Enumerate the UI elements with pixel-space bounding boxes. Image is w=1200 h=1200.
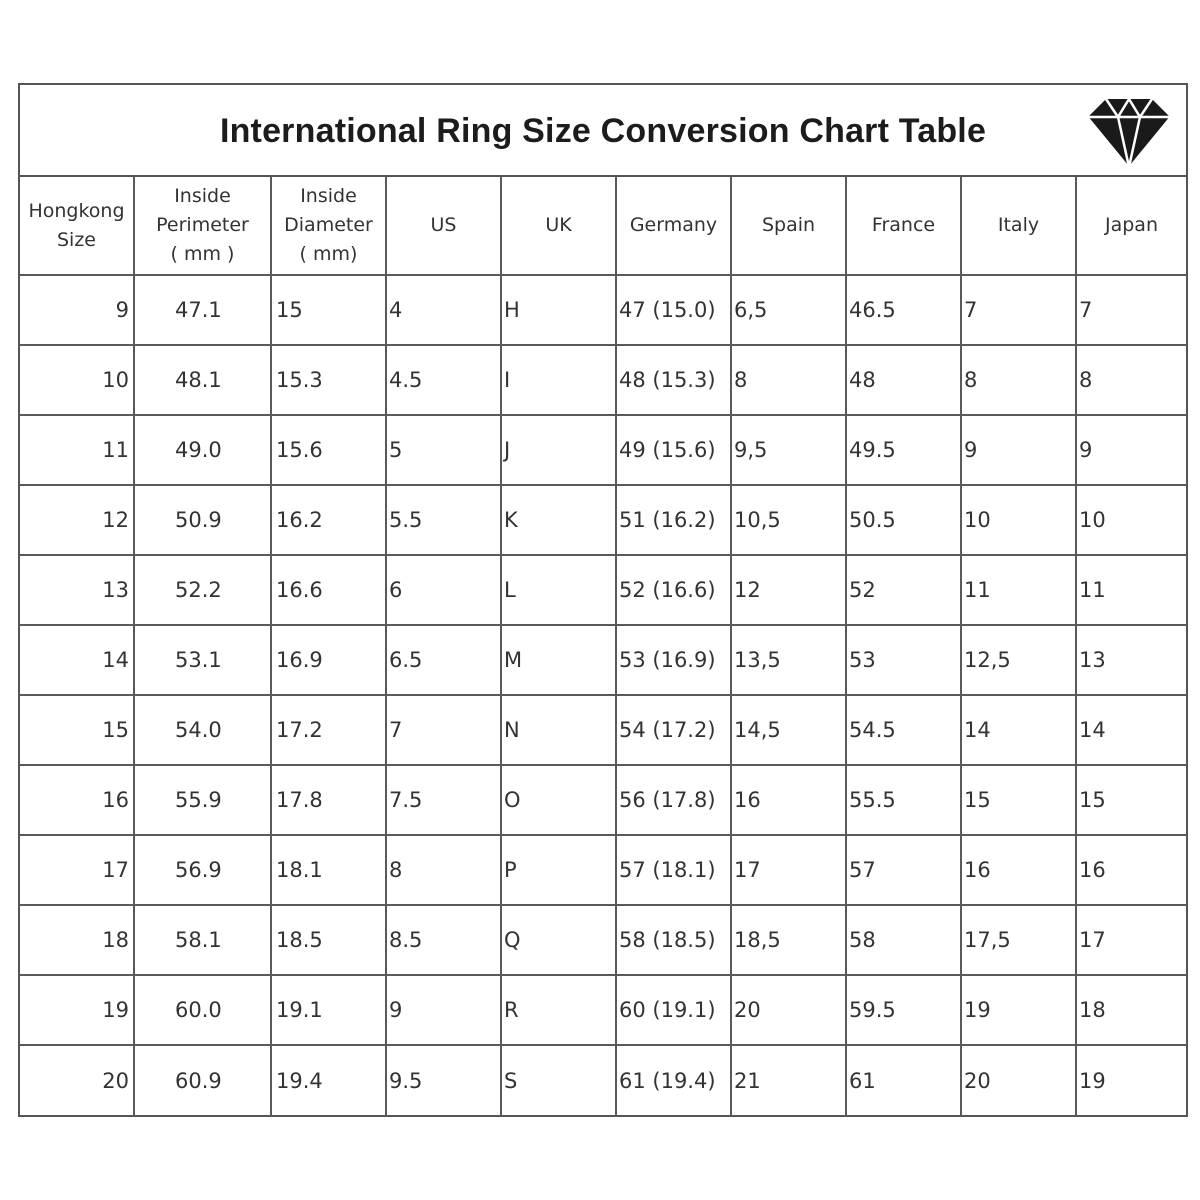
- cell-italy: 11: [961, 555, 1076, 625]
- cell-spain: 9,5: [731, 415, 846, 485]
- cell-diameter: 19.1: [271, 975, 386, 1045]
- cell-uk: N: [501, 695, 616, 765]
- cell-us: 5.5: [386, 485, 501, 555]
- cell-uk: P: [501, 835, 616, 905]
- cell-diameter: 15.3: [271, 345, 386, 415]
- cell-perimeter: 60.9: [134, 1045, 271, 1115]
- table-row: [20, 345, 1186, 415]
- cell-us: 4: [386, 275, 501, 345]
- bottom-margin: [0, 1122, 1200, 1200]
- cell-germany: 58 (18.5): [616, 905, 731, 975]
- cell-diameter: 17.8: [271, 765, 386, 835]
- cell-spain: 21: [731, 1045, 846, 1115]
- cell-perimeter: 48.1: [134, 345, 271, 415]
- cell-perimeter: 53.1: [134, 625, 271, 695]
- ring-size-table: [20, 177, 1186, 1115]
- cell-hk: 18: [20, 905, 134, 975]
- cell-japan: 16: [1076, 835, 1186, 905]
- cell-perimeter: 47.1: [134, 275, 271, 345]
- cell-germany: 47 (15.0): [616, 275, 731, 345]
- cell-hk: 20: [20, 1045, 134, 1115]
- cell-italy: 9: [961, 415, 1076, 485]
- cell-hk: 19: [20, 975, 134, 1045]
- cell-us: 7: [386, 695, 501, 765]
- col-header-us: US: [386, 177, 501, 275]
- cell-japan: 11: [1076, 555, 1186, 625]
- table-row: [20, 695, 1186, 765]
- table-row: [20, 485, 1186, 555]
- cell-spain: 16: [731, 765, 846, 835]
- cell-perimeter: 50.9: [134, 485, 271, 555]
- cell-us: 8.5: [386, 905, 501, 975]
- cell-uk: S: [501, 1045, 616, 1115]
- header-line: ( mm ): [170, 243, 235, 265]
- cell-france: 50.5: [846, 485, 961, 555]
- cell-japan: 19: [1076, 1045, 1186, 1115]
- cell-us: 8: [386, 835, 501, 905]
- cell-italy: 16: [961, 835, 1076, 905]
- header-line: Hongkong: [28, 199, 125, 222]
- cell-diameter: 17.2: [271, 695, 386, 765]
- cell-italy: 8: [961, 345, 1076, 415]
- header-line: Perimeter: [156, 214, 249, 236]
- cell-hk: 12: [20, 485, 134, 555]
- table-row: [20, 905, 1186, 975]
- cell-germany: 49 (15.6): [616, 415, 731, 485]
- header-line: Diameter: [284, 214, 373, 236]
- col-header-germany: Germany: [616, 177, 731, 275]
- cell-japan: 7: [1076, 275, 1186, 345]
- cell-uk: Q: [501, 905, 616, 975]
- table-row: [20, 765, 1186, 835]
- cell-italy: 7: [961, 275, 1076, 345]
- col-header-japan: Japan: [1076, 177, 1186, 275]
- header-line: ( mm): [299, 243, 358, 265]
- cell-hk: 10: [20, 345, 134, 415]
- cell-france: 46.5: [846, 275, 961, 345]
- cell-spain: 13,5: [731, 625, 846, 695]
- cell-germany: 53 (16.9): [616, 625, 731, 695]
- table-row: [20, 1045, 1186, 1115]
- col-header-inside-diameter: [271, 177, 386, 275]
- cell-spain: 20: [731, 975, 846, 1045]
- cell-hk: 11: [20, 415, 134, 485]
- cell-uk: M: [501, 625, 616, 695]
- table-row: [20, 555, 1186, 625]
- diamond-icon: [1086, 97, 1172, 169]
- col-header-uk: UK: [501, 177, 616, 275]
- cell-uk: K: [501, 485, 616, 555]
- cell-uk: I: [501, 345, 616, 415]
- cell-diameter: 16.9: [271, 625, 386, 695]
- cell-japan: 8: [1076, 345, 1186, 415]
- cell-france: 55.5: [846, 765, 961, 835]
- size-chart-frame: [18, 83, 1188, 1117]
- cell-perimeter: 60.0: [134, 975, 271, 1045]
- cell-diameter: 15: [271, 275, 386, 345]
- cell-hk: 16: [20, 765, 134, 835]
- cell-germany: 56 (17.8): [616, 765, 731, 835]
- cell-japan: 13: [1076, 625, 1186, 695]
- cell-diameter: 18.5: [271, 905, 386, 975]
- cell-france: 58: [846, 905, 961, 975]
- table-row: [20, 625, 1186, 695]
- cell-perimeter: 56.9: [134, 835, 271, 905]
- cell-italy: 17,5: [961, 905, 1076, 975]
- table-row: [20, 275, 1186, 345]
- cell-us: 9: [386, 975, 501, 1045]
- cell-germany: 54 (17.2): [616, 695, 731, 765]
- cell-hk: 9: [20, 275, 134, 345]
- cell-france: 49.5: [846, 415, 961, 485]
- cell-france: 54.5: [846, 695, 961, 765]
- cell-japan: 15: [1076, 765, 1186, 835]
- cell-diameter: 16.2: [271, 485, 386, 555]
- cell-perimeter: 54.0: [134, 695, 271, 765]
- cell-us: 6: [386, 555, 501, 625]
- cell-us: 7.5: [386, 765, 501, 835]
- table-row: [20, 975, 1186, 1045]
- cell-uk: O: [501, 765, 616, 835]
- cell-germany: 51 (16.2): [616, 485, 731, 555]
- col-header-france: France: [846, 177, 961, 275]
- cell-japan: 9: [1076, 415, 1186, 485]
- cell-italy: 19: [961, 975, 1076, 1045]
- cell-france: 61: [846, 1045, 961, 1115]
- cell-italy: 12,5: [961, 625, 1076, 695]
- header-line: Inside: [300, 185, 357, 207]
- cell-diameter: 16.6: [271, 555, 386, 625]
- cell-uk: H: [501, 275, 616, 345]
- title-bar: [20, 85, 1186, 177]
- cell-japan: 10: [1076, 485, 1186, 555]
- cell-hk: 17: [20, 835, 134, 905]
- col-header-hongkong-size: [20, 177, 134, 275]
- cell-perimeter: 52.2: [134, 555, 271, 625]
- cell-uk: J: [501, 415, 616, 485]
- cell-perimeter: 49.0: [134, 415, 271, 485]
- cell-germany: 57 (18.1): [616, 835, 731, 905]
- cell-hk: 13: [20, 555, 134, 625]
- cell-spain: 17: [731, 835, 846, 905]
- cell-france: 52: [846, 555, 961, 625]
- cell-japan: 14: [1076, 695, 1186, 765]
- cell-uk: R: [501, 975, 616, 1045]
- cell-italy: 20: [961, 1045, 1076, 1115]
- col-header-spain: Spain: [731, 177, 846, 275]
- table-body: [20, 275, 1186, 1115]
- cell-perimeter: 55.9: [134, 765, 271, 835]
- cell-spain: 14,5: [731, 695, 846, 765]
- header-line: Inside: [174, 185, 231, 207]
- cell-germany: 52 (16.6): [616, 555, 731, 625]
- page-title: International Ring Size Conversion Chart Table: [219, 112, 987, 150]
- col-header-italy: Italy: [961, 177, 1076, 275]
- cell-spain: 10,5: [731, 485, 846, 555]
- cell-diameter: 19.4: [271, 1045, 386, 1115]
- header-line: Size: [56, 228, 96, 251]
- table-row: [20, 835, 1186, 905]
- cell-spain: 12: [731, 555, 846, 625]
- cell-us: 6.5: [386, 625, 501, 695]
- cell-hk: 15: [20, 695, 134, 765]
- cell-us: 4.5: [386, 345, 501, 415]
- cell-france: 59.5: [846, 975, 961, 1045]
- cell-france: 48: [846, 345, 961, 415]
- cell-us: 5: [386, 415, 501, 485]
- cell-perimeter: 58.1: [134, 905, 271, 975]
- cell-italy: 15: [961, 765, 1076, 835]
- cell-uk: L: [501, 555, 616, 625]
- cell-hk: 14: [20, 625, 134, 695]
- cell-italy: 10: [961, 485, 1076, 555]
- cell-diameter: 15.6: [271, 415, 386, 485]
- cell-japan: 17: [1076, 905, 1186, 975]
- cell-us: 9.5: [386, 1045, 501, 1115]
- cell-spain: 6,5: [731, 275, 846, 345]
- cell-germany: 61 (19.4): [616, 1045, 731, 1115]
- cell-japan: 18: [1076, 975, 1186, 1045]
- cell-france: 57: [846, 835, 961, 905]
- table-row: [20, 415, 1186, 485]
- cell-diameter: 18.1: [271, 835, 386, 905]
- cell-france: 53: [846, 625, 961, 695]
- header-row: [20, 177, 1186, 275]
- cell-spain: 8: [731, 345, 846, 415]
- cell-germany: 60 (19.1): [616, 975, 731, 1045]
- col-header-inside-perimeter: [134, 177, 271, 275]
- cell-spain: 18,5: [731, 905, 846, 975]
- cell-germany: 48 (15.3): [616, 345, 731, 415]
- top-margin: [0, 0, 1200, 78]
- cell-italy: 14: [961, 695, 1076, 765]
